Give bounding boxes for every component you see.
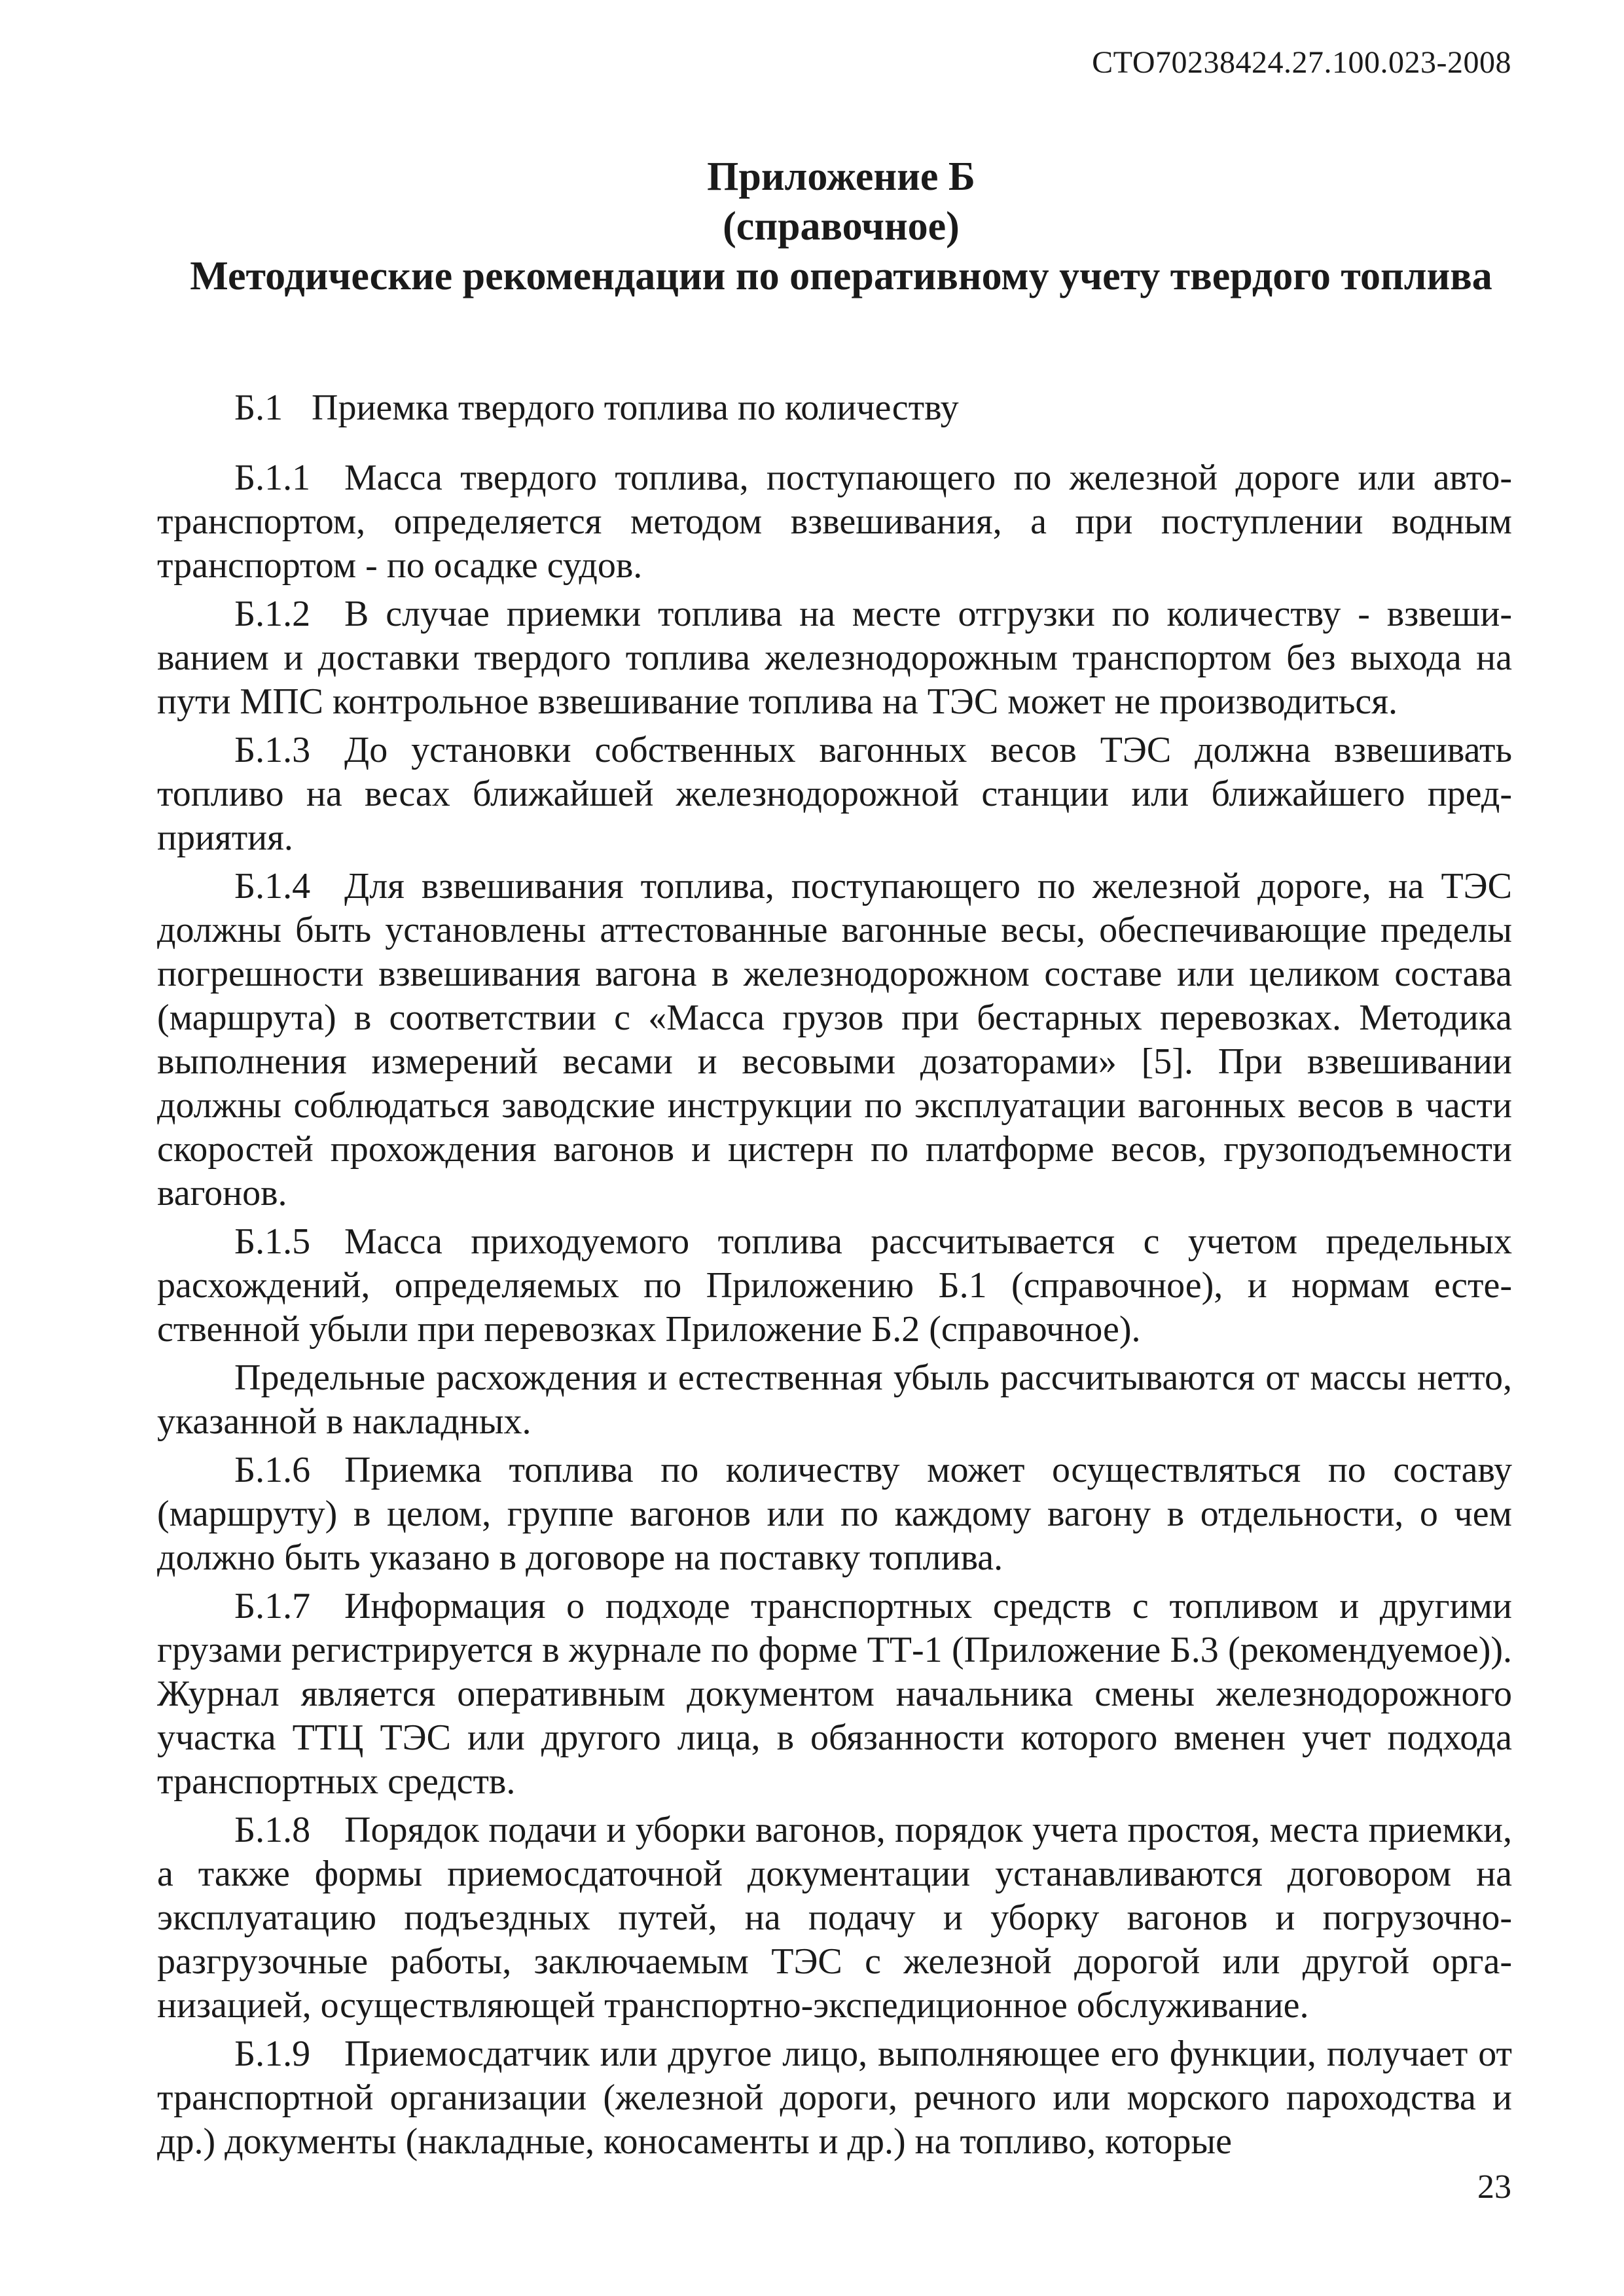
paragraph-text: Предельные расхождения и естественная убыль рассчитываются от массы нетто, указанной в накладных. <box>157 1357 1512 1442</box>
paragraph-text: Масса твердого топлива, поступающего по железной дороге или автотранспортом, определяется методом взвешивания, а при поступлении водным транспортом - по осадке судов. <box>157 457 1512 586</box>
paragraph-text: Приемосдатчик или другое лицо, выполняющее его функции, получает от транспортной организации (железной дороги, речного или морского пароходства и др.) документы (накладные, коносаменты и др.) на топливо, которые <box>157 2034 1512 2162</box>
paragraph-number: Б.1.8 <box>234 1810 311 1850</box>
paragraph <box>157 1220 1512 1352</box>
paragraph-text: Порядок подачи и уборки вагонов, порядок учета простоя, места приемки, а также формы приемосдаточной документации устанавливаются договором на эксплуатацию подъездных путей, на подачу и уборку вагонов и погрузочно-разгрузочные работы, заключаемым ТЭС с железной дорогой или другой организацией, осуществляющей транспортно-экспедиционное обслуживание. <box>157 1810 1512 2026</box>
page-number: 23 <box>1477 2168 1511 2206</box>
paragraph-number: Б.1.7 <box>234 1586 311 1626</box>
paragraph-number: Б.1.2 <box>234 594 311 634</box>
document-code: СТО70238424.27.100.023-2008 <box>1092 45 1511 80</box>
paragraph-number: Б.1.1 <box>234 457 311 498</box>
paragraph-text: Информация о подходе транспортных средств с топливом и другими грузами регистрируется в журнале по форме ТТ-1 (Приложение Б.3 (рекомендуемое)). Журнал является оперативным документом начальника смены железнодорожного участка ТТЦ ТЭС или другого лица, в обязанности которого вменен учет подхода транспортных средств. <box>157 1586 1512 1802</box>
paragraph <box>157 592 1512 724</box>
paragraph <box>157 1448 1512 1580</box>
paragraph-number: Б.1.4 <box>234 866 311 906</box>
paragraph-continuation <box>157 1356 1512 1444</box>
paragraph <box>157 865 1512 1215</box>
appendix-title: Приложение Б <box>707 154 975 199</box>
paragraph-text: Приемка топлива по количеству может осуществляться по составу (маршруту) в целом, группе вагонов или по каждому вагону в отдельности, о чем должно быть указано в договоре на поставку топлива. <box>157 1450 1512 1578</box>
paragraph <box>157 2032 1512 2164</box>
paragraph-number: Б.1.6 <box>234 1450 311 1490</box>
paragraph-text: Для взвешивания топлива, поступающего по железной дороге, на ТЭС должны быть установлены аттестованные вагонные весы, обеспечивающие пределы погрешности взвешивания вагона в железнодорожном составе или целиком состава (маршрута) в соответствии с «Масса грузов при бестарных перевозках. Методика выполнения измерений весами и весовыми дозаторами» [5]. При взвешивании должны соблюдаться заводские инструкции по эксплуатации вагонных весов в части скоростей прохождения вагонов и цистерн по платформе весов, грузоподъемности вагонов. <box>157 866 1512 1213</box>
appendix-subject: Методические рекомендации по оперативному учету твердого топлива <box>190 254 1492 298</box>
section-title <box>157 386 1512 430</box>
paragraph-number: Б.1.9 <box>234 2034 311 2074</box>
appendix-type: (справочное) <box>723 204 960 249</box>
paragraph-text: В случае приемки топлива на месте отгрузки по количеству - взвешиванием и доставки твердого топлива железнодорожным транспортом без выхода на пути МПС контрольное взвешивание топлива на ТЭС может не производиться. <box>157 594 1512 722</box>
paragraph-text: До установки собственных вагонных весов ТЭС должна взвешивать топливо на весах ближайшей железнодорожной станции или ближайшего предприятия. <box>157 730 1512 858</box>
section-number: Б.1 <box>234 387 283 428</box>
paragraph-number: Б.1.3 <box>234 730 311 770</box>
paragraph <box>157 1808 1512 2028</box>
appendix-heading <box>157 152 1525 301</box>
paragraph <box>157 456 1512 588</box>
document-body <box>157 386 1512 2168</box>
paragraph-text: Масса приходуемого топлива рассчитывается с учетом предельных расхождений, определяемых по Приложению Б.1 (справочное), и нормам естественной убыли при перевозках Приложение Б.2 (справочное). <box>157 1221 1512 1350</box>
paragraph <box>157 1585 1512 1804</box>
section-title-text: Приемка твердого топлива по количеству <box>312 387 959 428</box>
paragraph-number: Б.1.5 <box>234 1221 311 1262</box>
paragraph <box>157 728 1512 860</box>
